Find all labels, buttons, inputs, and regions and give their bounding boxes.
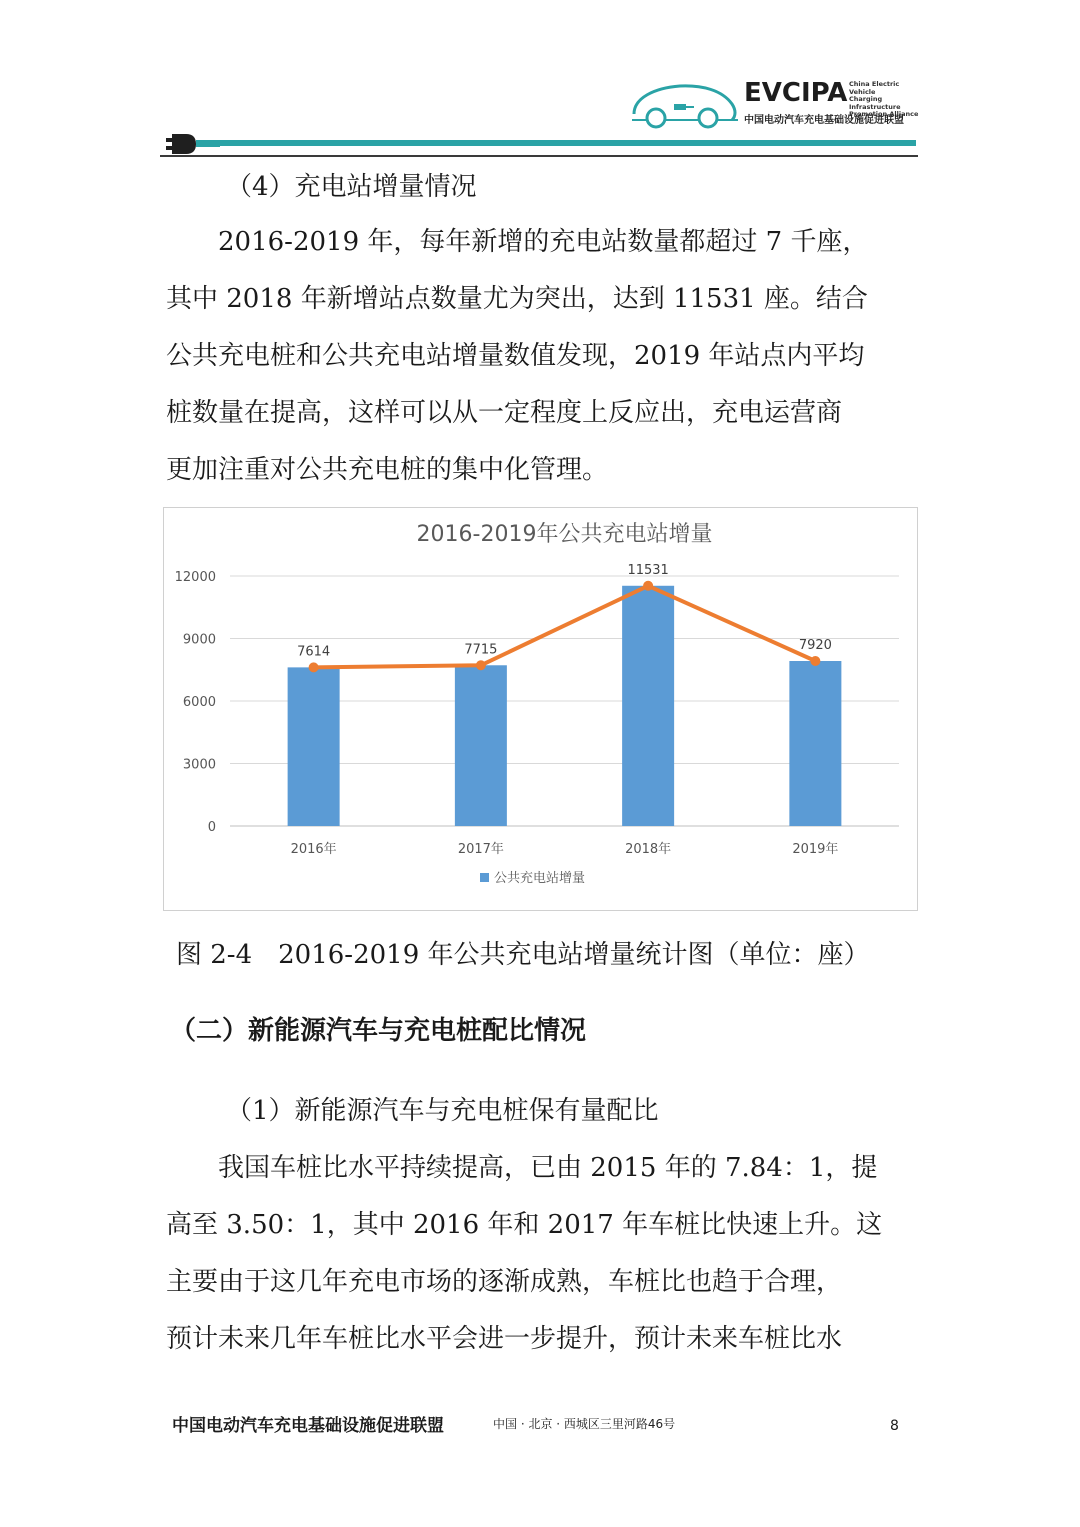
bar — [288, 667, 340, 826]
y-tick-label: 12000 — [174, 570, 216, 585]
paragraph-line: 主要由于这几年充电市场的逐渐成熟，车桩比也趋于合理， — [166, 1267, 843, 1297]
page-number: 8 — [890, 1418, 899, 1434]
paragraph-line: 预计未来几年车桩比水平会进一步提升，预计未来车桩比水 — [166, 1324, 843, 1354]
footer-organization: 中国电动汽车充电基础设施促进联盟 — [172, 1416, 444, 1436]
line-point — [810, 656, 820, 666]
section-heading-two: （二）新能源汽车与充电桩配比情况 — [170, 1016, 587, 1046]
car-logo-icon — [628, 76, 740, 130]
bar — [789, 661, 841, 826]
section-heading-4: （4）充电站增量情况 — [226, 172, 477, 202]
data-label: 11531 — [627, 562, 669, 578]
bar — [622, 586, 674, 826]
bar-line-chart — [164, 508, 917, 910]
y-tick-label: 9000 — [182, 632, 216, 648]
section4-paragraph — [166, 214, 916, 499]
chart-frame — [163, 507, 918, 911]
paragraph-line: 高至 3.50：1，其中 2016 年和 2017 年车桩比快速上升。这 — [166, 1210, 883, 1240]
figure-caption: 图 2-4 2016-2019 年公共充电站增量统计图（单位：座） — [176, 940, 870, 970]
line-point — [476, 660, 486, 670]
section1-paragraph — [166, 1140, 916, 1368]
line-point — [643, 581, 653, 591]
brand-english-name: China Electric Vehicle Charging Infrastructure Promotion Alliance — [849, 80, 919, 118]
paragraph-line: 其中 2018 年新增站点数量尤为突出，达到 11531 座。结合 — [166, 284, 868, 314]
paragraph-line: 更加注重对公共充电桩的集中化管理。 — [166, 455, 609, 485]
footer-address: 中国 · 北京 · 西城区三里河路46号 — [493, 1417, 676, 1431]
paragraph-line: 桩数量在提高，这样可以从一定程度上反应出，充电运营商 — [166, 398, 843, 428]
paragraph-line: 我国车桩比水平持续提高，已由 2015 年的 7.84：1，提 — [166, 1153, 878, 1183]
y-tick-label: 0 — [207, 820, 216, 835]
data-label: 7715 — [464, 642, 498, 658]
x-tick-label: 2018年 — [625, 842, 672, 857]
x-tick-label: 2017年 — [457, 842, 504, 857]
paragraph-line: 2016-2019 年，每年新增的充电站数量都超过 7 千座， — [166, 227, 869, 257]
data-label: 7614 — [297, 644, 331, 660]
line-point — [309, 662, 319, 672]
header-rule-teal — [196, 140, 916, 146]
chart-title: 2016-2019年公共充电站增量 — [416, 522, 713, 547]
data-label: 7920 — [798, 638, 832, 653]
y-tick-label: 6000 — [182, 695, 216, 710]
x-tick-label: 2016年 — [290, 842, 337, 857]
section-heading-1: （1）新能源汽车与充电桩保有量配比 — [226, 1096, 659, 1126]
legend-swatch — [480, 873, 489, 882]
bar — [455, 665, 507, 826]
x-tick-label: 2019年 — [792, 842, 839, 857]
paragraph-line: 公共充电桩和公共充电站增量数值发现，2019 年站点内平均 — [166, 341, 865, 371]
brand-chinese-name: 中国电动汽车充电基础设施促进联盟 — [744, 115, 904, 126]
legend-label: 公共充电站增量 — [494, 871, 586, 886]
header-rule-dark — [160, 155, 918, 157]
series-line — [314, 586, 816, 668]
brand-name: EVCIPA — [744, 78, 848, 108]
y-tick-label: 3000 — [182, 757, 216, 773]
